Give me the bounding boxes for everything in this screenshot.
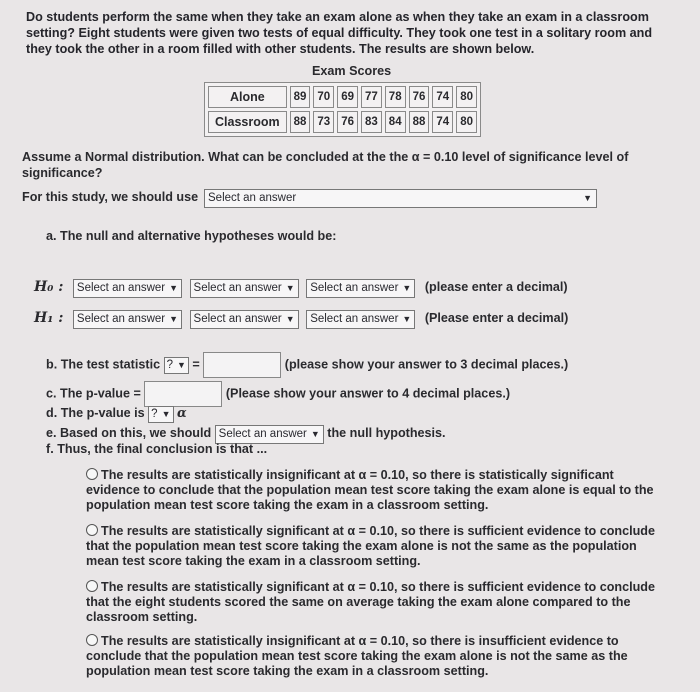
option-text: The results are statistically insignificant at α = 0.10, so there is insufficient evidence to conclude that the population mean test score taking the exam alone is not the same as the population mean test score taking the exam in a classroom setting. <box>86 634 628 678</box>
h0-parameter-select[interactable] <box>73 279 182 298</box>
chevron-down-icon: ▼ <box>583 193 592 203</box>
part-b-row <box>46 352 568 378</box>
table-cell: 69 <box>337 86 358 108</box>
select-value: Select an answer <box>310 313 399 325</box>
p-value-comparison-select[interactable] <box>148 406 173 423</box>
chevron-down-icon: ▼ <box>402 283 412 293</box>
table-cell: 78 <box>385 86 406 108</box>
table-cell: 88 <box>290 111 311 133</box>
test-statistic-input[interactable] <box>203 352 281 378</box>
alternative-hypothesis-row <box>34 310 568 329</box>
conclusion-option-1[interactable] <box>86 468 656 513</box>
select-value: Select an answer <box>193 282 282 294</box>
table-cell: 76 <box>337 111 358 133</box>
null-hypothesis-row <box>34 279 568 298</box>
conclusion-option-2[interactable] <box>86 524 656 569</box>
part-f-label: f. Thus, the final conclusion is that ... <box>46 442 268 456</box>
chevron-down-icon: ▼ <box>161 409 171 419</box>
table-cell: 76 <box>409 86 430 108</box>
row-label-classroom: Classroom <box>208 111 287 133</box>
table-cell: 70 <box>313 86 334 108</box>
select-value: Select an answer <box>218 428 307 440</box>
part-e-tail: the null hypothesis. <box>327 426 446 440</box>
table-row <box>208 111 477 133</box>
table-cell: 89 <box>290 86 311 108</box>
h1-parameter-select[interactable] <box>73 310 182 329</box>
chevron-down-icon: ▼ <box>169 283 179 293</box>
h0-value-select[interactable] <box>306 279 415 298</box>
question-intro: Do students perform the same when they take an exam alone as when they take an exam in a classroom setting? Eight students were given two tests of equal difficulty. They took one test in a solitary room and they took the other in a room filled with other students. The results are shown below. <box>26 10 653 56</box>
option-text: The results are statistically insignificant at α = 0.10, so there is statistically significant evidence to conclude that the population mean test score taking the exam alone is equal to the population mean test score taking the exam in a classroom setting. <box>86 468 654 512</box>
h1-note: (Please enter a decimal) <box>424 311 569 325</box>
radio-button[interactable] <box>86 634 98 646</box>
part-e-label: e. Based on this, we should <box>46 426 212 440</box>
scores-table <box>204 82 481 137</box>
assumption-text: Assume a Normal distribution. What can be concluded at the the α = 0.10 level of significance level of significance? <box>22 150 629 180</box>
conclusion-option-3[interactable] <box>86 580 656 625</box>
chevron-down-icon: ▼ <box>310 429 320 439</box>
part-c-row <box>46 381 510 407</box>
conclusion-option-4[interactable] <box>86 634 656 679</box>
table-cell: 80 <box>456 111 477 133</box>
part-c-note: (Please show your answer to 4 decimal places.) <box>225 386 511 401</box>
chevron-down-icon: ▼ <box>402 314 412 324</box>
select-value: Select an answer <box>193 313 282 325</box>
h1-symbol: H₁ : <box>34 310 64 326</box>
table-cell: 74 <box>432 86 453 108</box>
table-cell: 74 <box>432 111 453 133</box>
chevron-down-icon: ▼ <box>169 314 179 324</box>
select-value: Select an answer <box>310 282 399 294</box>
part-b-note: (please show your answer to 3 decimal places.) <box>284 357 569 372</box>
select-value: Select an answer <box>76 313 166 325</box>
part-a-label: a. The null and alternative hypotheses would be: <box>46 229 337 243</box>
h0-note: (please enter a decimal) <box>424 280 568 294</box>
option-text: The results are statistically significant at α = 0.10, so there is sufficient evidence to conclude that the population mean test score taking the exam alone is not the same as the population mean test score taking the exam in a classroom setting. <box>86 524 656 568</box>
part-d-label: d. The p-value is <box>46 406 145 420</box>
h1-value-select[interactable] <box>306 310 415 329</box>
table-cell: 77 <box>361 86 382 108</box>
table-cell: 80 <box>456 86 477 108</box>
h0-symbol: H₀ : <box>34 279 64 295</box>
part-b-label: b. The test statistic <box>46 357 161 372</box>
table-cell: 83 <box>361 111 382 133</box>
table-cell: 88 <box>409 111 430 133</box>
table-title: Exam Scores <box>312 64 392 78</box>
radio-button[interactable] <box>86 524 98 536</box>
radio-button[interactable] <box>86 580 98 592</box>
select-value: ? <box>151 408 158 420</box>
h1-operator-select[interactable] <box>190 310 299 329</box>
alpha-symbol: α <box>177 405 187 420</box>
radio-button[interactable] <box>86 468 98 480</box>
test-statistic-select[interactable] <box>164 357 189 374</box>
study-type-select[interactable] <box>204 189 597 208</box>
table-cell: 84 <box>385 111 406 133</box>
table-row <box>208 86 477 108</box>
chevron-down-icon: ▼ <box>285 314 295 324</box>
chevron-down-icon: ▼ <box>176 360 186 371</box>
option-text: The results are statistically significant at α = 0.10, so there is sufficient evidence to conclude that the eight students scored the same on average taking the exam alone compared to the classroom setting. <box>86 580 656 624</box>
chevron-down-icon: ▼ <box>285 283 295 293</box>
p-value-input[interactable] <box>144 381 222 407</box>
part-c-label: c. The p-value = <box>46 386 141 401</box>
part-d-row <box>46 405 187 423</box>
row-label-alone: Alone <box>208 86 287 108</box>
table-cell: 73 <box>313 111 334 133</box>
h0-operator-select[interactable] <box>190 279 299 298</box>
study-label: For this study, we should use <box>22 190 199 204</box>
select-value: Select an answer <box>76 282 166 294</box>
equals-sign: = <box>192 357 200 372</box>
select-value: ? <box>166 359 173 372</box>
study-select-value: Select an answer <box>208 192 297 204</box>
